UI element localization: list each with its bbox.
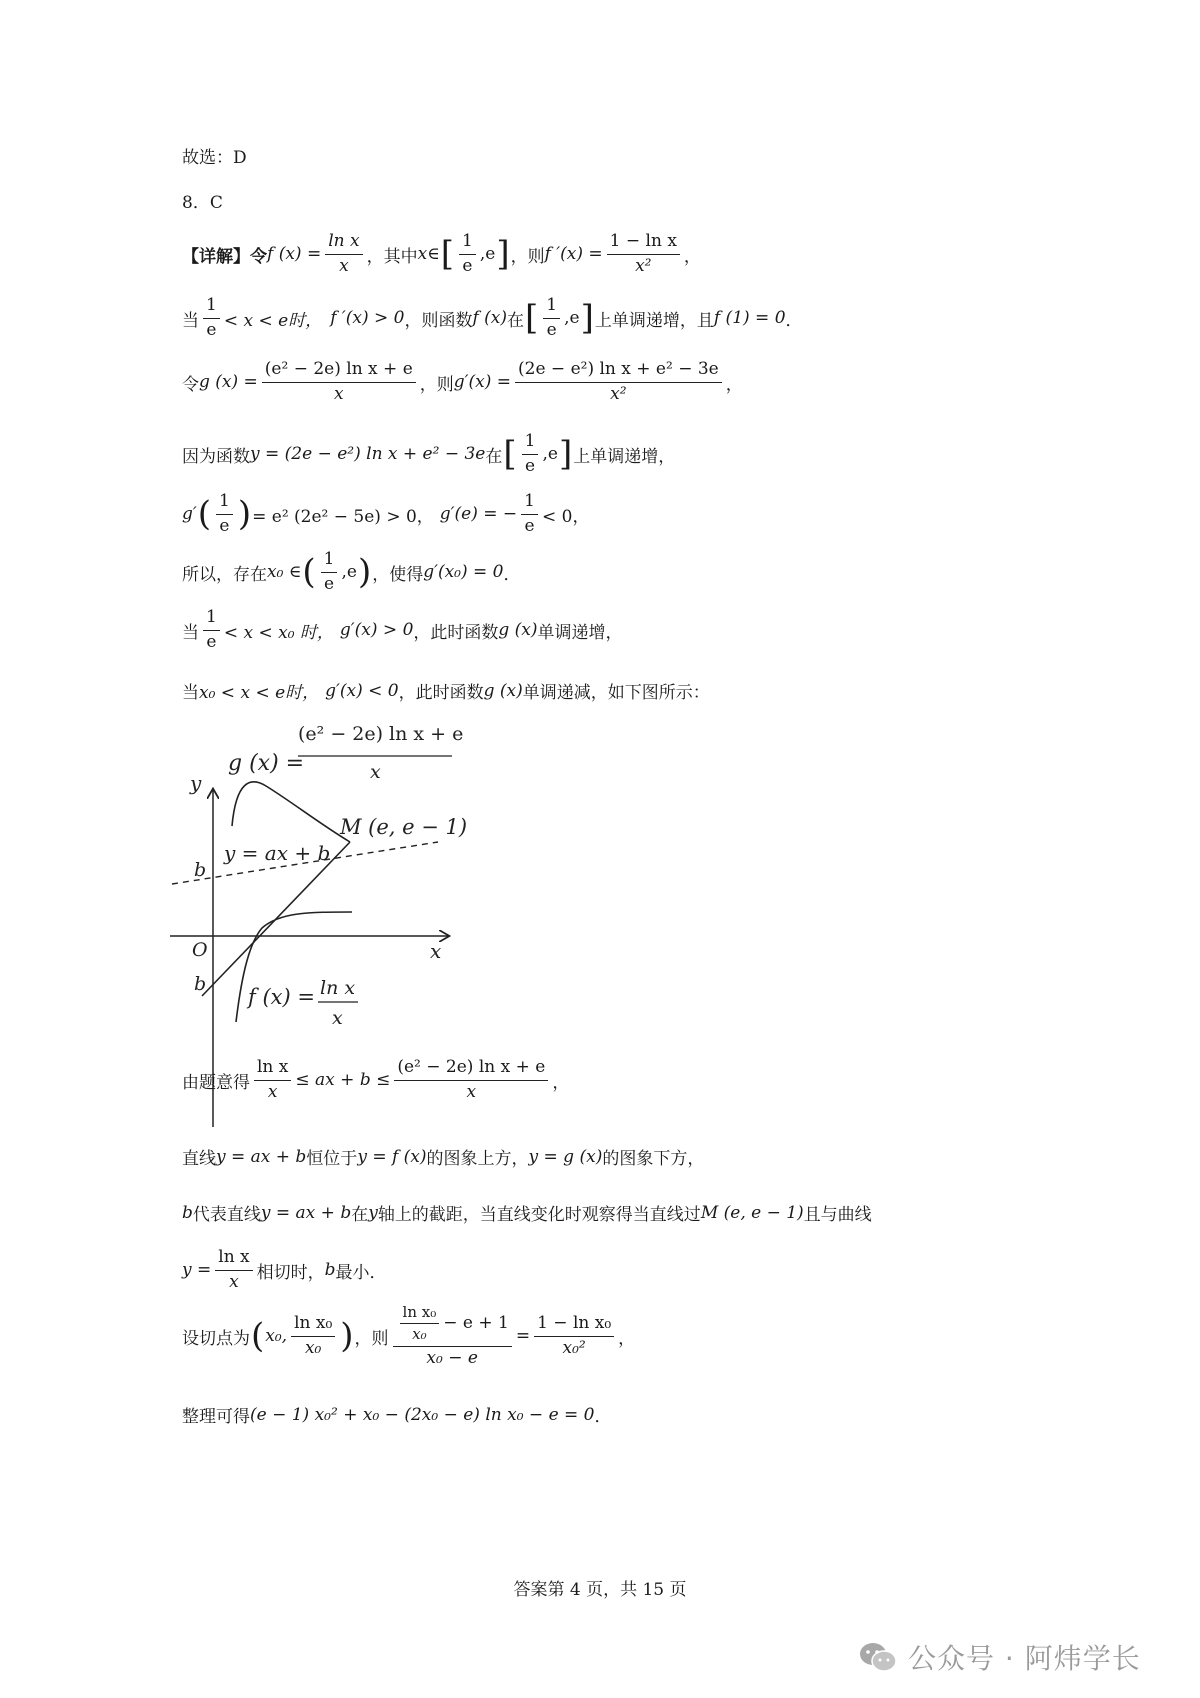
formula: g′(x) > 0 <box>339 620 414 641</box>
text: ，则函数 <box>404 310 473 331</box>
fraction: $\frac{\text{1 − ln x₀}}{\text{x₀²}}$ <box>534 1314 614 1358</box>
formula: g′(x) < 0 <box>325 680 399 701</box>
fraction: $\frac{1}{e}$ <box>203 296 220 340</box>
text: ． <box>503 564 521 585</box>
text: 当 <box>182 622 199 643</box>
text: 代表直线 <box>192 1205 261 1225</box>
text: 在 <box>351 1205 369 1225</box>
g-function-label: g (x) = <box>228 751 305 776</box>
formula: f (x) <box>472 308 508 329</box>
y-axis-label: y <box>190 771 202 795</box>
formula: f ′(x) = <box>544 244 603 265</box>
formula: y = f (x) <box>357 1146 427 1167</box>
text: 的图象上方， <box>426 1149 529 1169</box>
text: 上单调递增，且 <box>594 310 714 331</box>
formula: x₀ < x < e时， <box>199 683 320 703</box>
wechat-icon <box>858 1640 898 1674</box>
text: 因为函数 <box>182 446 250 467</box>
fraction: $\frac{1}{e}$ <box>522 432 539 476</box>
fraction: $\frac{\text{ln x}}{x}$ <box>254 1058 291 1102</box>
text-line-answer-d <box>182 143 247 168</box>
paren-right: ) <box>340 1316 354 1357</box>
formula: y = ax + b <box>260 1202 352 1223</box>
text: ， <box>725 374 743 395</box>
f-denominator: x <box>332 1007 343 1029</box>
fraction: $\frac{\text{1 − ln x}}{\text{x²}}$ <box>607 232 680 276</box>
paren-right: ) <box>237 494 252 535</box>
formula: ,e <box>564 308 580 329</box>
text: ，则 <box>354 1328 389 1349</box>
formula: ,e <box>479 244 496 265</box>
compound-fraction: $\frac{\text{ln x₀}}{\text{x₀}}$ − e + 1 x₀ − e <box>393 1304 512 1368</box>
formula: g′(x) = <box>453 372 512 393</box>
text: 由题意得 <box>182 1072 250 1093</box>
text: 最小． <box>335 1262 387 1283</box>
text: 所以，存在 <box>182 564 267 585</box>
watermark <box>858 1637 1141 1677</box>
text-line-intercept <box>182 1200 872 1225</box>
bracket-left: [ <box>525 298 539 339</box>
f-function-label: f (x) = <box>248 985 315 1009</box>
text-line-define-g <box>182 360 743 404</box>
fraction: $\frac{1}{e}$ <box>543 296 560 340</box>
formula: g′(e) = − <box>439 504 518 525</box>
paren-left: ( <box>302 552 316 593</box>
formula: f ′(x) > 0 <box>330 308 405 329</box>
text: 令 <box>182 374 199 395</box>
formula: g (x) <box>498 620 538 641</box>
formula: ≤ ax + b ≤ <box>295 1070 391 1091</box>
fraction: $\frac{\text{ln x₀}}{\text{x₀}}$ <box>291 1314 335 1358</box>
text-line-y-increasing <box>182 432 675 476</box>
text: 当 <box>182 310 199 331</box>
fraction: $\frac{\text{ln x}}{x}$ <box>215 1248 252 1292</box>
fraction: $\frac{\text{(e² − 2e) ln x + e}}{x}$ <box>394 1058 548 1102</box>
formula: f (x) = <box>267 244 322 265</box>
formula: y = (2e − e²) ln x + e² − 3e <box>250 444 486 465</box>
fraction: $\frac{\text{(e² − 2e) ln x + e}}{x}$ <box>262 360 416 404</box>
text: 单调递减，如下图所示： <box>522 683 710 703</box>
text: 在 <box>507 310 525 331</box>
text: 在 <box>485 446 503 467</box>
text-line-exists-x0 <box>182 550 521 594</box>
text-line-g-increasing <box>182 608 623 652</box>
text: 相切时， <box>256 1262 325 1283</box>
text: 当 <box>182 683 199 703</box>
text: 设切点为 <box>182 1328 250 1349</box>
g-curve <box>232 782 350 842</box>
text-line-g-prime-values <box>182 492 589 536</box>
bracket-left: [ <box>503 434 517 475</box>
text: 轴上的截距，当直线变化时观察得当直线过 <box>377 1205 701 1225</box>
origin-label: O <box>192 939 208 961</box>
watermark-text: 公众号 · 阿炜学长 <box>908 1642 1141 1675</box>
text: ，其中 <box>366 246 418 267</box>
text-line-tangent-point <box>182 1304 635 1368</box>
formula: M (e, e − 1) <box>700 1202 804 1223</box>
text: ． <box>785 310 803 331</box>
fraction: $\frac{1}{e}$ <box>216 492 233 536</box>
text: ，则 <box>510 246 545 267</box>
bracket-left: [ <box>440 234 455 275</box>
formula: = <box>515 1326 531 1347</box>
text: 整理可得 <box>182 1407 250 1427</box>
text: ，使得 <box>372 564 424 585</box>
text-line-tangent-min <box>182 1248 387 1292</box>
g-denominator: x <box>370 761 381 783</box>
detail-label: 【详解】令 <box>182 246 267 267</box>
fraction: $\frac{1}{e}$ <box>203 608 220 652</box>
formula: g (x) <box>483 680 523 701</box>
formula: ,e <box>542 444 558 465</box>
formula: x₀, <box>265 1326 288 1347</box>
formula: < x < x₀ 时， <box>223 622 334 643</box>
text-line-g-decreasing <box>182 678 710 703</box>
formula: < 0， <box>542 506 590 527</box>
formula: x∈ <box>417 244 440 265</box>
formula: y <box>368 1202 378 1223</box>
formula: g (x) = <box>199 372 258 393</box>
formula: ,e <box>341 562 357 583</box>
b-intercept-lower-label: b <box>194 973 207 995</box>
text-line-question-8 <box>182 188 223 213</box>
formula: f (1) = 0 <box>713 308 786 329</box>
fraction: $\frac{\text{ln x}}{x}$ <box>325 232 362 276</box>
formula: y = <box>182 1260 212 1281</box>
fraction: $\frac{1}{e}$ <box>321 550 338 594</box>
text: ． <box>594 1407 612 1427</box>
text: 上单调递增， <box>573 446 676 467</box>
bracket-right: ] <box>496 234 510 275</box>
x-axis-label: x <box>430 939 442 963</box>
text-line-f-increasing <box>182 296 803 340</box>
text: 且与曲线 <box>803 1205 872 1225</box>
f-numerator: ln x <box>320 977 356 999</box>
formula: y = g (x) <box>528 1146 603 1167</box>
formula: b <box>324 1260 336 1281</box>
text: 恒位于 <box>306 1149 358 1169</box>
text-line-between-graphs <box>182 1144 704 1169</box>
g-numerator: (e² − 2e) ln x + e <box>298 723 464 745</box>
b-intercept-upper-label: b <box>194 859 207 881</box>
fraction: $\frac{1}{e}$ <box>459 232 476 276</box>
paren-left: ( <box>197 494 212 535</box>
formula: g′(x₀) = 0 <box>423 562 504 583</box>
text-line-define-f <box>182 232 701 276</box>
text: 的图象下方， <box>602 1149 705 1169</box>
answer-text: 故选：D <box>182 148 247 168</box>
formula: < x < e时， <box>223 310 323 331</box>
text-line-rearranged <box>182 1402 612 1427</box>
formula: = e² (2e² − 5e) > 0， <box>252 506 434 527</box>
formula: y = ax + b <box>216 1146 307 1167</box>
bracket-right: ] <box>580 298 594 339</box>
text: 直线 <box>182 1149 216 1169</box>
text: ， <box>618 1328 636 1349</box>
paren-left: ( <box>251 1316 265 1357</box>
text: ，则 <box>419 374 454 395</box>
text: ，此时函数 <box>413 622 499 643</box>
line-label: y = ax + b <box>224 841 331 865</box>
text: 单调递增， <box>537 622 623 643</box>
formula: (e − 1) x₀² + x₀ − (2x₀ − e) ln x₀ − e = 0 <box>250 1404 595 1425</box>
page-footer: 答案第 4 页，共 15 页 <box>513 1580 687 1600</box>
text: ， <box>683 246 701 267</box>
point-m-label: M (e, e − 1) <box>340 815 468 839</box>
formula: b <box>182 1202 193 1223</box>
text-line-inequality <box>182 1058 569 1102</box>
text: ，此时函数 <box>398 683 484 703</box>
paren-right: ) <box>357 552 372 593</box>
fraction: $\frac{1}{e}$ <box>521 492 538 536</box>
question-number: 8．C <box>182 193 223 213</box>
formula: g′ <box>182 504 197 525</box>
fraction: $\frac{\text{(2e − e²) ln x + e² − 3e}}{\text{x²}}$ <box>515 360 722 404</box>
formula: x₀ ∈ <box>267 562 302 583</box>
text: ， <box>552 1072 570 1093</box>
bracket-right: ] <box>558 434 573 475</box>
